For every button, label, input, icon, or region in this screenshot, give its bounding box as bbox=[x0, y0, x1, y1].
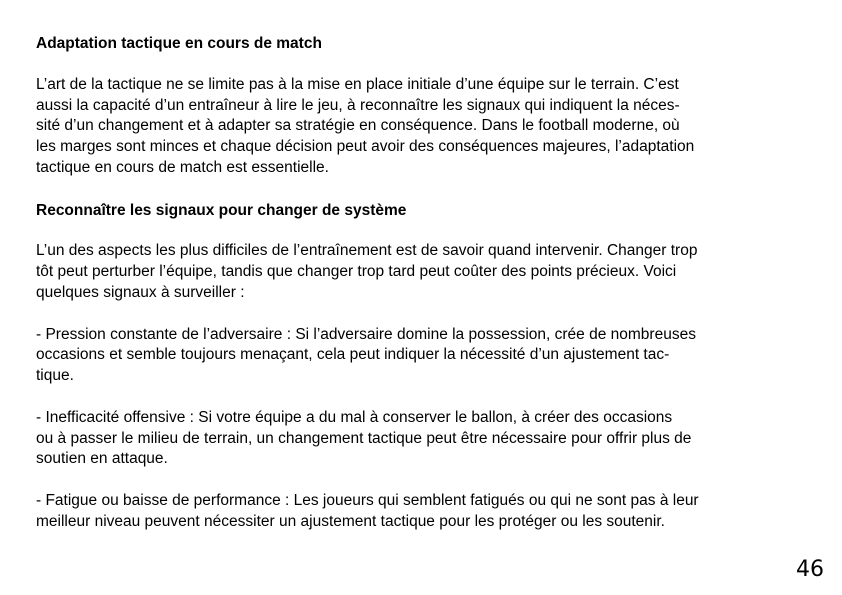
text-line: tique. bbox=[36, 367, 74, 385]
section-heading-adaptation: Adaptation tactique en cours de match bbox=[36, 35, 322, 52]
text-line: occasions et semble toujours menaçant, cela peut indiquer la nécessité d’un ajustement tac- bbox=[36, 346, 670, 364]
text-line: les marges sont minces et chaque décision peut avoir des conséquences majeures, l’adaptation bbox=[36, 138, 695, 156]
text-line: - Fatigue ou baisse de performance : Les joueurs qui semblent fatigués ou qui ne sont pas à leur bbox=[36, 491, 699, 509]
text-line: quelques signaux à surveiller : bbox=[36, 283, 245, 301]
section-heading-signals: Reconnaître les signaux pour changer de système bbox=[36, 201, 407, 219]
text-line: sité d’un changement et à adapter sa stratégie en conséquence. Dans le football moderne, où bbox=[36, 117, 680, 135]
text-line: tôt peut perturber l’équipe, tandis que changer trop tard peut coûter des points précieux. Voici bbox=[36, 263, 677, 281]
page-content bbox=[36, 33, 816, 533]
text-line: soutien en attaque. bbox=[36, 450, 168, 468]
signal-item-fatigue bbox=[36, 491, 816, 533]
paragraph-signals-intro bbox=[36, 241, 816, 303]
signal-item-inefficacite bbox=[36, 408, 816, 470]
text-line: meilleur niveau peuvent nécessiter un ajustement tactique pour les protéger ou les soutenir. bbox=[36, 512, 665, 530]
text-line: aussi la capacité d’un entraîneur à lire le jeu, à reconnaître les signaux qui indiquent la néces- bbox=[36, 96, 680, 114]
signal-item-pression bbox=[36, 325, 816, 387]
page-number: 46 bbox=[796, 557, 824, 582]
text-line: - Inefficacité offensive : Si votre équipe a du mal à conserver le ballon, à créer des occasions bbox=[36, 408, 673, 426]
text-line: - Pression constante de l’adversaire : Si l’adversaire domine la possession, crée de nombreuses bbox=[36, 325, 696, 343]
paragraph-intro bbox=[36, 75, 816, 179]
text-line: tactique en cours de match est essentielle. bbox=[36, 158, 329, 176]
text-line: L’art de la tactique ne se limite pas à la mise en place initiale d’une équipe sur le terrain. C’est bbox=[36, 75, 679, 93]
text-line: ou à passer le milieu de terrain, un changement tactique peut être nécessaire pour offrir plus de bbox=[36, 429, 692, 447]
text-line: L’un des aspects les plus difficiles de l’entraînement est de savoir quand intervenir. Changer trop bbox=[36, 242, 698, 260]
